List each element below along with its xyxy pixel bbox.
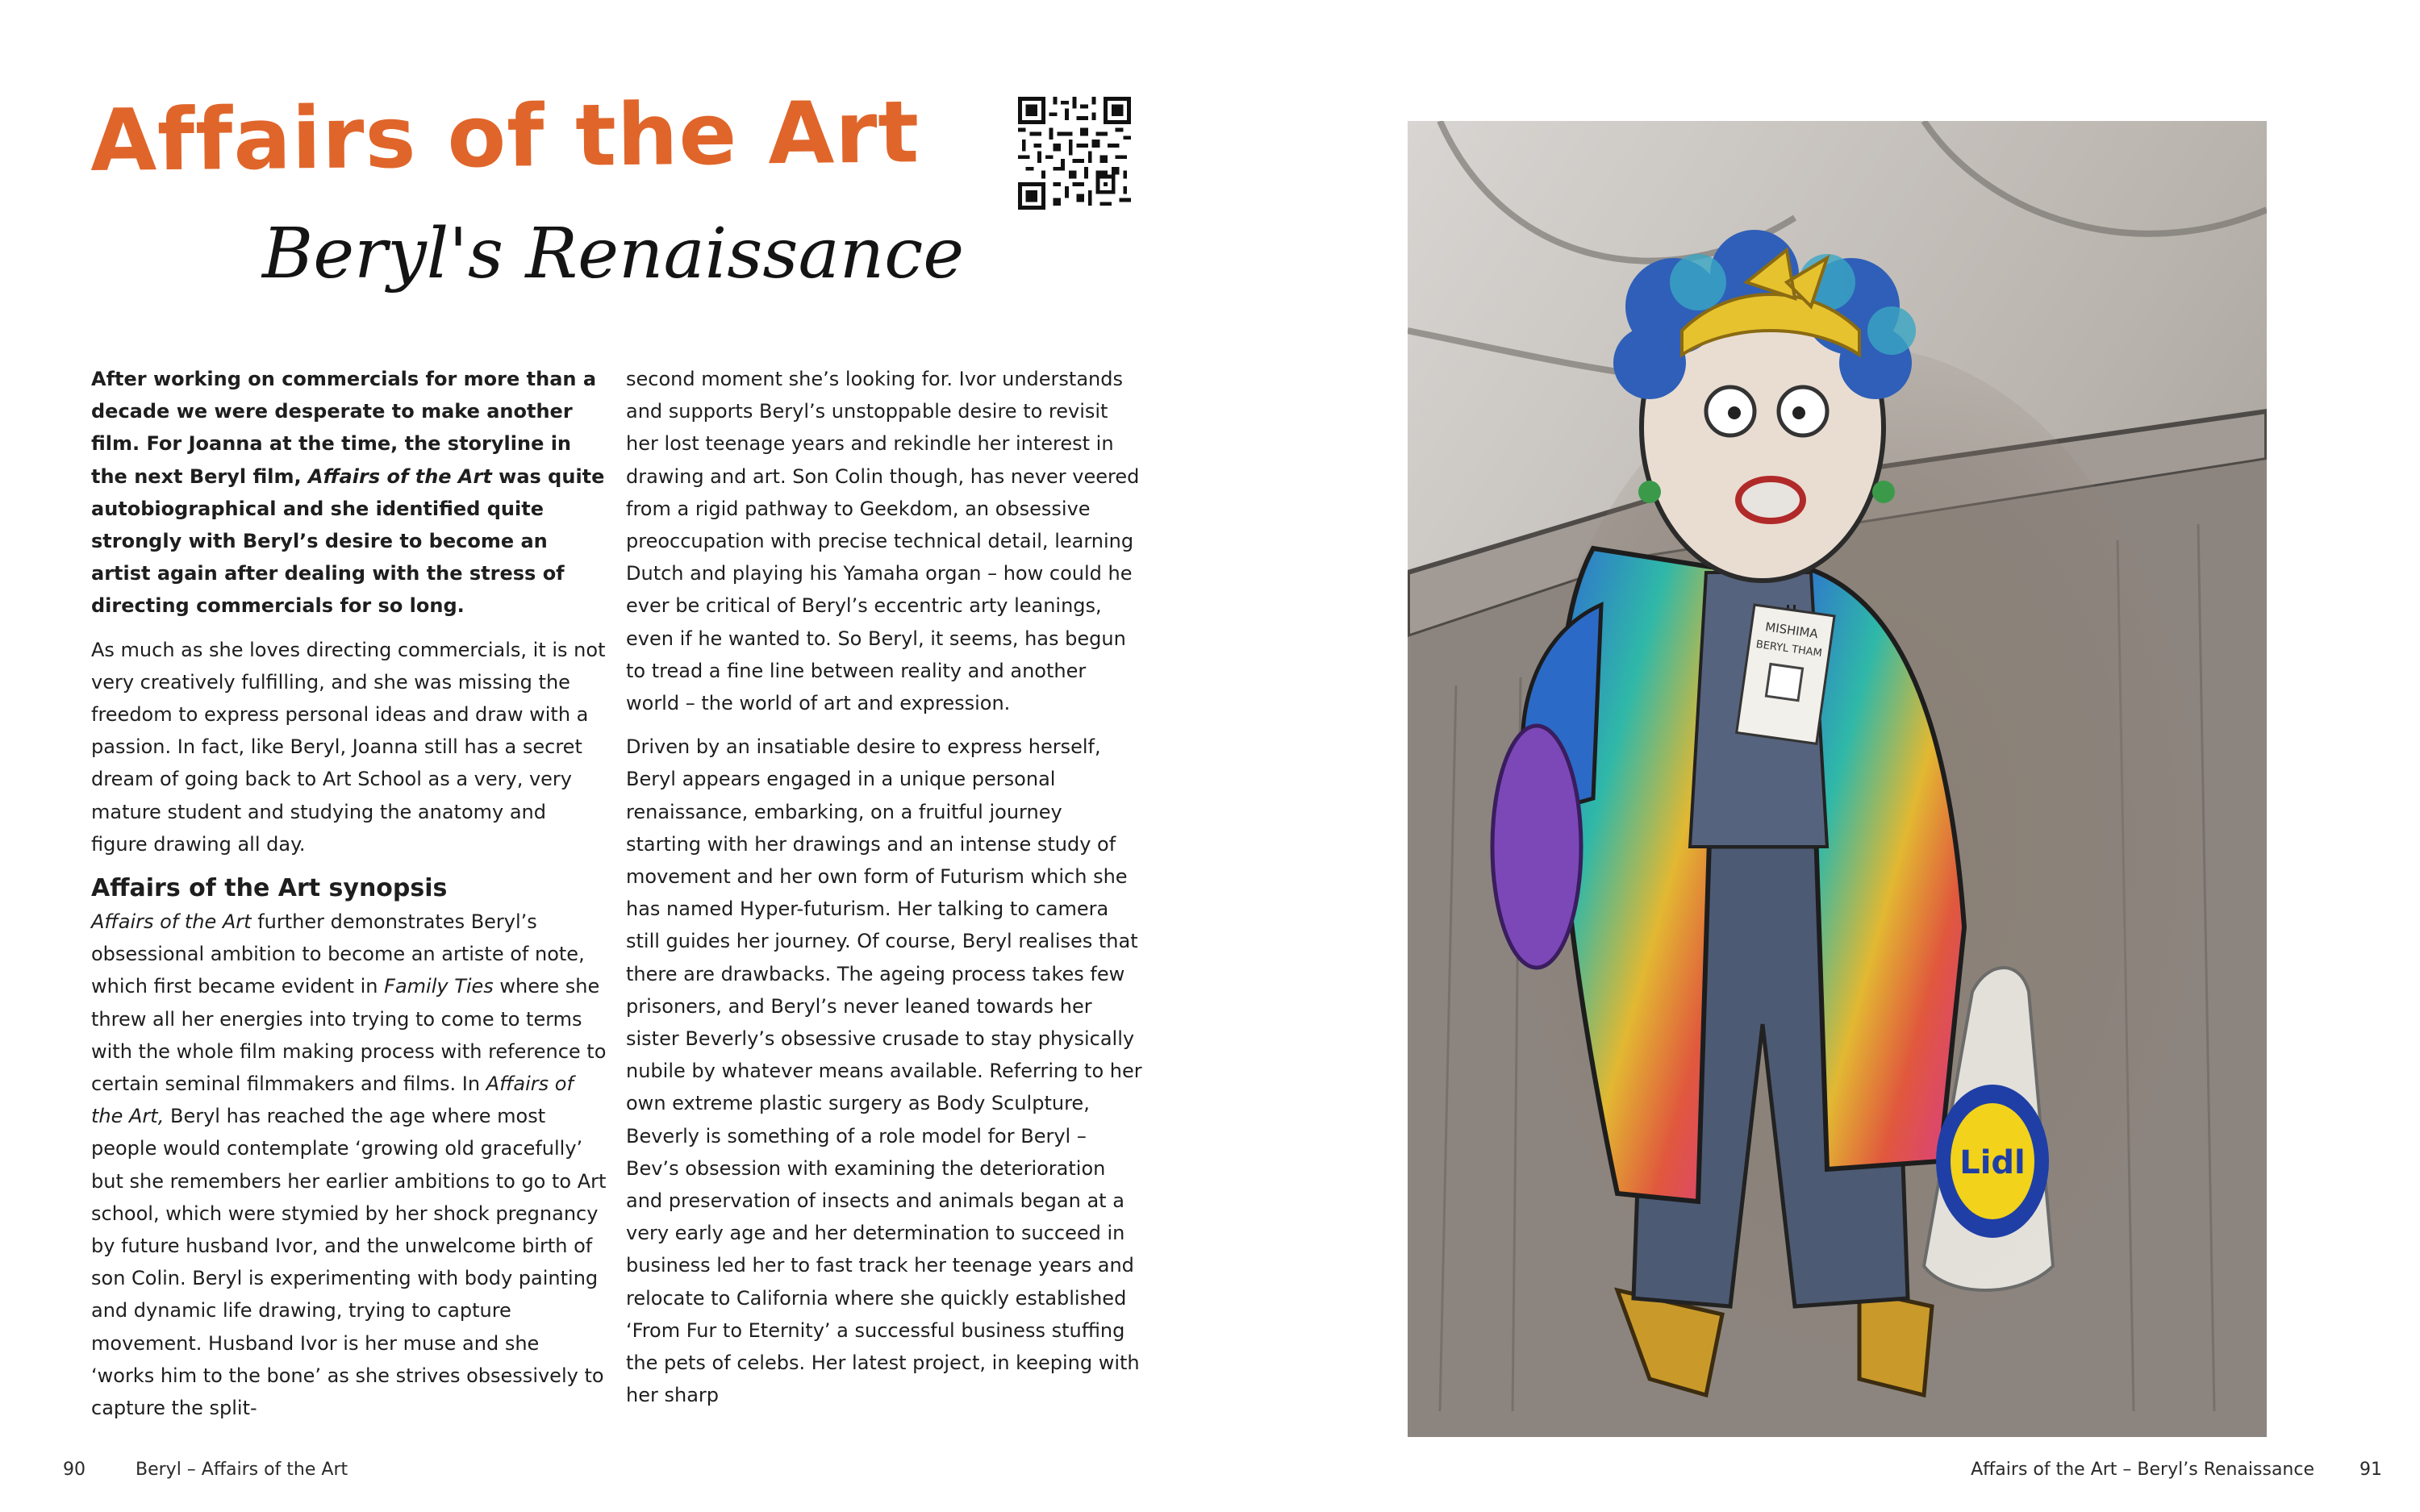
badge-line-2: BERYL THAM xyxy=(1754,638,1823,660)
badge-line-1: MISHIMA xyxy=(1764,619,1819,642)
page-number-left: 90 xyxy=(63,1460,86,1480)
body-paragraph: As much as she loves directing commercials, it is not very creatively fulfilling, and she was missing the freedom to express personal ideas and draw with a passion. In fact, like Beryl, Joanna still has a secret dream of going back to Art School as a very, very mature student and studying the anatomy and figure drawing all day. xyxy=(91,638,606,856)
bag-logo-text: Lidl xyxy=(1959,1144,2026,1181)
intro-paragraph: After working on commercials for more than a decade we were desperate to make another film. For Joanna at the time, the storyline in the next Beryl film, Affairs of the Art was quite autobiographical and she identified quite strongly with Beryl’s desire to become an artist again after dealing with the stress of directing commercials for so long. xyxy=(91,368,605,618)
page-title: Affairs of the Art xyxy=(90,82,920,190)
synopsis-paragraph: Affairs of the Art further demonstrates Beryl’s obsessional ambition to become an artiste of note, which first became evident in Family Ties where she threw all her energies into trying to come to terms with the whole film making process with reference to certain seminal filmmakers and films. In Affairs of the Art, Beryl has reached the age where most people would contemplate ‘growing old gracefully’ but she remembers her earlier ambitions to go to Art school, which were stymied by her shock pregnancy by future husband Ivor, and the unwelcome birth of son Colin. Beryl is experimenting with body painting and dynamic life drawing, trying to capture movement. Husband Ivor is her muse and she ‘works him to the bone’ as she strives obsessively to capture the split- xyxy=(91,910,607,1420)
body-paragraph: Driven by an insatiable desire to express herself, Beryl appears engaged in a unique personal renaissance, embarking, on a fruitful journey starting with her drawings and an intense study of movement and her own form of Futurism which she has named Hyper-futurism. Her talking to camera still guides her journey. Of course, Beryl realises that there are drawbacks. The ageing process takes few prisoners, and Beryl’s never leaned towards her sister Beverly’s obsessive crusade to stay physically nubile by whatever means available. Referring to her own extreme plastic surgery as Body Sculpture, Beverly is something of a role model for Beryl – Bev’s obsession with examining the deterioration and preservation of insects and animals began at a very early age and her determination to succeed in business led her to fast track her teenage years and relocate to California where she quickly established ‘From Fur to Eternity’ a successful business stuffing the pets of celebs. Her latest project, in keeping with her sharp xyxy=(626,735,1142,1407)
left-text-column xyxy=(91,363,607,1424)
page-subtitle: Beryl's Renaissance xyxy=(262,214,965,294)
qr-code-icon[interactable] xyxy=(1018,97,1131,210)
section-heading: Affairs of the Art synopsis xyxy=(91,874,448,903)
page-number-right: 91 xyxy=(2360,1460,2382,1480)
body-paragraph: second moment she’s looking for. Ivor understands and supports Beryl’s unstoppable desire to revisit her lost teenage years and rekindle her interest in drawing and art. Son Colin though, has never veered from a rigid pathway to Geekdom, an obsessive preoccupation with precise technical detail, learning Dutch and playing his Yamaha organ – how could he ever be critical of Beryl’s eccentric arty leanings, even if he wanted to. So Beryl, it seems, has begun to tread a fine line between reality and another world – the world of art and expression. xyxy=(626,368,1140,715)
beryl-illustration xyxy=(1408,121,2267,1437)
running-header-right: Affairs of the Art – Beryl’s Renaissance xyxy=(1971,1460,2314,1480)
running-header-left: Beryl – Affairs of the Art xyxy=(136,1460,348,1480)
right-text-column xyxy=(626,363,1142,1423)
